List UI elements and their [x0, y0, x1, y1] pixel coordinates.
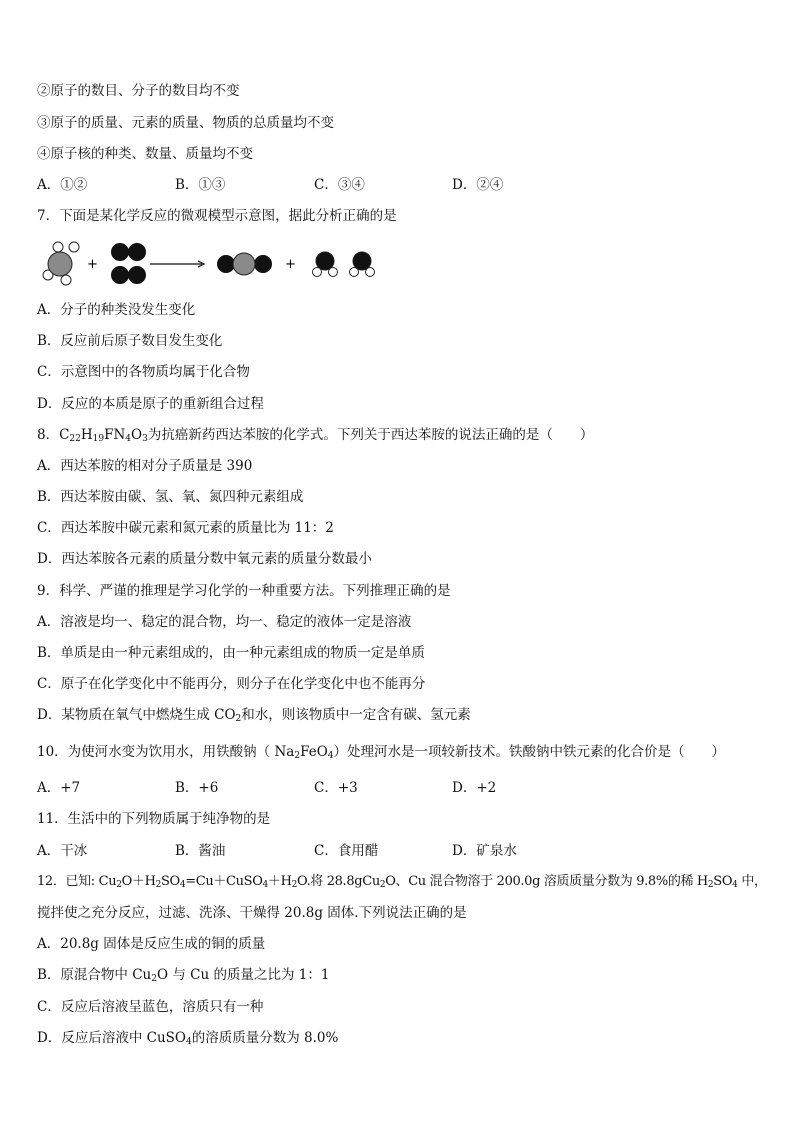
q9-option-b[interactable]: B．单质是由一种元素组成的，由一种元素组成的物质一定是单质	[37, 645, 425, 661]
q12-stem-line-1: 12．已知: $Cu_2O+H_2SO_4=Cu+CuSO_4+H_2O$.将 28.8gCu$_2$O、Cu 混合物溶于 200.0g 溶质质量分数为 9.8%的稀 $H_2SO_4$ 中，	[37, 874, 767, 890]
q11-option-b[interactable]: B．酱油	[175, 843, 226, 859]
q12-option-c[interactable]: C．反应后溶液呈蓝色，溶质只有一种	[37, 999, 264, 1015]
q11-option-a[interactable]: A．干冰	[37, 843, 88, 859]
q7-stem: 7．下面是某化学反应的微观模型示意图，据此分析正确的是	[37, 208, 397, 224]
q7-option-d[interactable]: D．反应的本质是原子的重新组合过程	[37, 396, 264, 412]
q6-option-c[interactable]: C．③④	[314, 177, 365, 193]
q6-option-b[interactable]: B．①③	[175, 177, 226, 193]
q11-option-c[interactable]: C．食用醋	[314, 843, 379, 859]
q12-option-d[interactable]: D．反应后溶液中 CuSO$_4$的溶质质量分数为 8.0%	[37, 1030, 339, 1047]
q7-option-a[interactable]: A．分子的种类没发生变化	[37, 302, 196, 318]
q12-option-b[interactable]: B．原混合物中 $Cu_2O$ 与 Cu 的质量之比为 1：1	[37, 967, 330, 984]
q11-option-d[interactable]: D．矿泉水	[452, 843, 517, 859]
q6-item-2: ②原子的数目、分子的数目均不变	[37, 83, 240, 99]
plus-sign-1: +	[87, 257, 98, 272]
q12-option-a[interactable]: A．20.8g 固体是反应生成的铜的质量	[37, 936, 266, 952]
q8-option-c[interactable]: C．西达苯胺中碳元素和氮元素的质量比为 11：2	[37, 520, 334, 536]
product-molecule-2	[313, 252, 338, 277]
q8-option-a[interactable]: A．西达苯胺的相对分子质量是 390	[37, 458, 253, 474]
q10-option-a[interactable]: A．+7	[37, 780, 81, 796]
reaction-arrow	[150, 261, 204, 267]
plus-sign-2: +	[285, 257, 296, 272]
q9-option-c[interactable]: C．原子在化学变化中不能再分，则分子在化学变化中也不能再分	[37, 676, 426, 692]
q9-option-d[interactable]: D．某物质在氧气中燃烧生成 $CO_2$和水，则该物质中一定含有碳、氢元素	[37, 707, 471, 724]
q6-item-4: ④原子核的种类、数量、质量均不变	[37, 146, 253, 162]
q10-option-b[interactable]: B．+6	[175, 780, 219, 796]
q10-option-d[interactable]: D．+2	[452, 780, 497, 796]
q6-option-d[interactable]: D．②④	[452, 177, 504, 193]
q6-option-a[interactable]: A．①②	[37, 177, 88, 193]
q11-stem: 11．生活中的下列物质属于纯净物的是	[37, 811, 271, 827]
q8-stem: 8．$C_{22}H_{19}FN_4O_3$为抗癌新药西达苯胺的化学式。下列关于西达苯胺的说法正确的是（ ）	[37, 427, 594, 444]
q9-option-a[interactable]: A．溶液是均一、稳定的混合物，均一、稳定的液体一定是溶液	[37, 614, 412, 630]
q7-option-c[interactable]: C．示意图中的各物质均属于化合物	[37, 364, 250, 380]
reactant-molecule-2	[111, 243, 146, 284]
product-molecule-1	[217, 253, 272, 275]
reactant-molecule-1	[43, 242, 79, 285]
q8-option-b[interactable]: B．西达苯胺由碳、氢、氧、氮四种元素组成	[37, 489, 304, 505]
q8-option-d[interactable]: D．西达苯胺各元素的质量分数中氧元素的质量分数最小	[37, 551, 372, 567]
q10-option-c[interactable]: C．+3	[314, 780, 358, 796]
q7-option-b[interactable]: B．反应前后原子数目发生变化	[37, 333, 223, 349]
q10-stem: 10．为使河水变为饮用水，用铁酸钠（ $Na_2FeO_4$）处理河水是一项较新技术。铁酸钠中铁元素的化合价是（ ）	[37, 744, 725, 761]
reaction-diagram	[40, 240, 400, 286]
q6-item-3: ③原子的质量、元素的质量、物质的总质量均不变	[37, 115, 334, 131]
q9-stem: 9．科学、严谨的推理是学习化学的一种重要方法。下列推理正确的是	[37, 583, 451, 599]
q12-stem-line-2: 搅拌使之充分反应，过滤、洗涤、干燥得 20.8g 固体.下列说法正确的是	[37, 905, 467, 921]
product-molecule-3	[350, 252, 375, 277]
